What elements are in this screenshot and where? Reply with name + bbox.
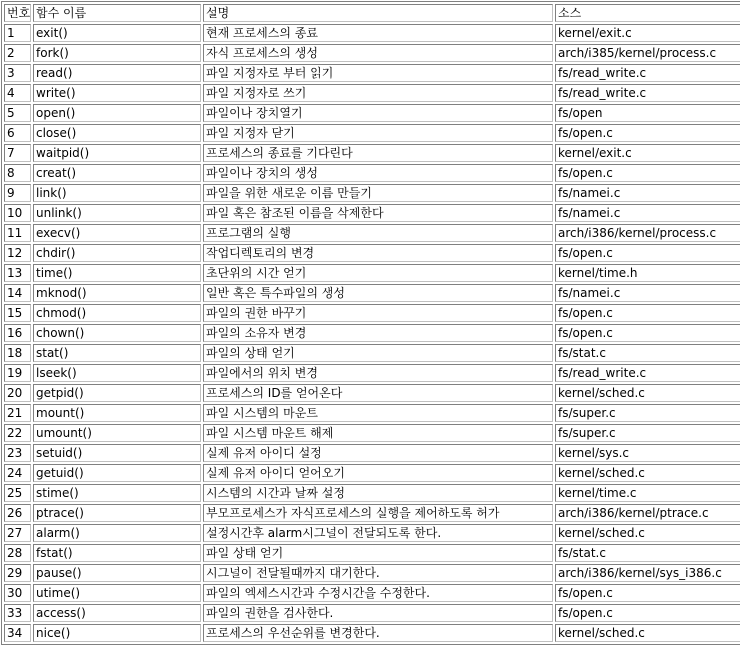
table-row — [4, 424, 740, 442]
function-name: waitpid() — [33, 144, 201, 162]
row-number: 5 — [4, 104, 31, 122]
function-name: lseek() — [33, 364, 201, 382]
function-name: chdir() — [33, 244, 201, 262]
function-name: getpid() — [33, 384, 201, 402]
table-row — [4, 504, 740, 522]
table-row — [4, 124, 740, 142]
row-number: 27 — [4, 524, 31, 542]
function-name: link() — [33, 184, 201, 202]
function-name: alarm() — [33, 524, 201, 542]
description: 파일 지정자로 부터 읽기 — [203, 64, 553, 82]
source-path: fs/open.c — [555, 164, 740, 182]
table-row — [4, 544, 740, 562]
description: 파일 지정자로 쓰기 — [203, 84, 553, 102]
header-source: 소스 — [555, 4, 740, 22]
row-number: 1 — [4, 24, 31, 42]
function-name: stime() — [33, 484, 201, 502]
description: 파일에서의 위치 변경 — [203, 364, 553, 382]
row-number: 34 — [4, 624, 31, 642]
table-row — [4, 204, 740, 222]
description: 파일 혹은 참조된 이름을 삭제한다 — [203, 204, 553, 222]
source-path: arch/i386/kernel/ptrace.c — [555, 504, 740, 522]
row-number: 26 — [4, 504, 31, 522]
row-number: 18 — [4, 344, 31, 362]
table-row — [4, 444, 740, 462]
source-path: fs/stat.c — [555, 344, 740, 362]
table-row — [4, 24, 740, 42]
function-name: getuid() — [33, 464, 201, 482]
description: 프로그램의 실행 — [203, 224, 553, 242]
function-name: ptrace() — [33, 504, 201, 522]
row-number: 28 — [4, 544, 31, 562]
function-name: setuid() — [33, 444, 201, 462]
source-path: arch/i386/kernel/sys_i386.c — [555, 564, 740, 582]
function-name: access() — [33, 604, 201, 622]
function-name: mount() — [33, 404, 201, 422]
row-number: 19 — [4, 364, 31, 382]
source-path: fs/read_write.c — [555, 364, 740, 382]
description: 자식 프로세스의 생성 — [203, 44, 553, 62]
table-row — [4, 284, 740, 302]
row-number: 12 — [4, 244, 31, 262]
description: 시스템의 시간과 날짜 설정 — [203, 484, 553, 502]
table-row — [4, 84, 740, 102]
description: 실제 유저 아이디 설정 — [203, 444, 553, 462]
description: 파일의 권한 바꾸기 — [203, 304, 553, 322]
row-number: 6 — [4, 124, 31, 142]
description: 실제 유저 아이디 얻어오기 — [203, 464, 553, 482]
row-number: 24 — [4, 464, 31, 482]
source-path: fs/open — [555, 104, 740, 122]
source-path: fs/stat.c — [555, 544, 740, 562]
function-name: stat() — [33, 344, 201, 362]
table-row — [4, 324, 740, 342]
description: 파일의 엑세스시간과 수정시간을 수정한다. — [203, 584, 553, 602]
source-path: fs/read_write.c — [555, 84, 740, 102]
table-row — [4, 464, 740, 482]
table-row — [4, 304, 740, 322]
source-path: fs/namei.c — [555, 204, 740, 222]
table-row — [4, 564, 740, 582]
description: 작업디렉토리의 변경 — [203, 244, 553, 262]
function-name: unlink() — [33, 204, 201, 222]
source-path: fs/open.c — [555, 324, 740, 342]
description: 파일의 권한을 검사한다. — [203, 604, 553, 622]
row-number: 2 — [4, 44, 31, 62]
row-number: 13 — [4, 264, 31, 282]
function-name: fork() — [33, 44, 201, 62]
source-path: kernel/sched.c — [555, 624, 740, 642]
row-number: 7 — [4, 144, 31, 162]
header-row — [4, 4, 740, 22]
table-row — [4, 484, 740, 502]
source-path: fs/open.c — [555, 244, 740, 262]
function-name: pause() — [33, 564, 201, 582]
table-row — [4, 604, 740, 622]
table-row — [4, 144, 740, 162]
function-name: chmod() — [33, 304, 201, 322]
function-name: fstat() — [33, 544, 201, 562]
header-description: 설명 — [203, 4, 553, 22]
source-path: kernel/sys.c — [555, 444, 740, 462]
row-number: 14 — [4, 284, 31, 302]
table-row — [4, 364, 740, 382]
source-path: arch/i386/kernel/process.c — [555, 224, 740, 242]
table-row — [4, 264, 740, 282]
description: 프로세스의 ID를 얻어온다 — [203, 384, 553, 402]
row-number: 15 — [4, 304, 31, 322]
description: 현재 프로세스의 종료 — [203, 24, 553, 42]
row-number: 30 — [4, 584, 31, 602]
function-name: time() — [33, 264, 201, 282]
source-path: fs/open.c — [555, 124, 740, 142]
header-function-name: 함수 이름 — [33, 4, 201, 22]
table-row — [4, 584, 740, 602]
description: 프로세스의 우선순위를 변경한다. — [203, 624, 553, 642]
source-path: kernel/time.h — [555, 264, 740, 282]
source-path: arch/i385/kernel/process.c — [555, 44, 740, 62]
source-path: fs/open.c — [555, 304, 740, 322]
source-path: kernel/exit.c — [555, 144, 740, 162]
row-number: 25 — [4, 484, 31, 502]
description: 파일 시스템의 마운트 — [203, 404, 553, 422]
description: 초단위의 시간 얻기 — [203, 264, 553, 282]
function-name: nice() — [33, 624, 201, 642]
row-number: 9 — [4, 184, 31, 202]
source-path: fs/open.c — [555, 584, 740, 602]
source-path: kernel/sched.c — [555, 464, 740, 482]
function-name: mknod() — [33, 284, 201, 302]
table-row — [4, 44, 740, 62]
function-name: umount() — [33, 424, 201, 442]
row-number: 23 — [4, 444, 31, 462]
function-name: execv() — [33, 224, 201, 242]
row-number: 10 — [4, 204, 31, 222]
table-row — [4, 104, 740, 122]
row-number: 3 — [4, 64, 31, 82]
description: 파일을 위한 새로운 이름 만들기 — [203, 184, 553, 202]
row-number: 21 — [4, 404, 31, 422]
row-number: 33 — [4, 604, 31, 622]
table-row — [4, 164, 740, 182]
source-path: fs/super.c — [555, 424, 740, 442]
description: 부모프로세스가 자식프로세스의 실행을 제어하도록 허가 — [203, 504, 553, 522]
row-number: 8 — [4, 164, 31, 182]
header-number: 번호 — [4, 4, 31, 22]
description: 일반 혹은 특수파일의 생성 — [203, 284, 553, 302]
function-name: read() — [33, 64, 201, 82]
row-number: 16 — [4, 324, 31, 342]
function-name: close() — [33, 124, 201, 142]
description: 파일 지정자 닫기 — [203, 124, 553, 142]
row-number: 29 — [4, 564, 31, 582]
row-number: 20 — [4, 384, 31, 402]
description: 시그널이 전달될때까지 대기한다. — [203, 564, 553, 582]
source-path: fs/read_write.c — [555, 64, 740, 82]
function-name: exit() — [33, 24, 201, 42]
description: 파일이나 장치열기 — [203, 104, 553, 122]
table-row — [4, 344, 740, 362]
function-name: creat() — [33, 164, 201, 182]
description: 파일의 상태 얻기 — [203, 344, 553, 362]
source-path: fs/namei.c — [555, 284, 740, 302]
syscall-table — [1, 1, 740, 645]
source-path: kernel/exit.c — [555, 24, 740, 42]
source-path: kernel/sched.c — [555, 524, 740, 542]
description: 설정시간후 alarm시그널이 전달되도록 한다. — [203, 524, 553, 542]
description: 파일의 소유자 변경 — [203, 324, 553, 342]
description: 파일 상태 얻기 — [203, 544, 553, 562]
table-row — [4, 524, 740, 542]
row-number: 4 — [4, 84, 31, 102]
function-name: write() — [33, 84, 201, 102]
table-row — [4, 184, 740, 202]
source-path: fs/namei.c — [555, 184, 740, 202]
row-number: 11 — [4, 224, 31, 242]
table-row — [4, 384, 740, 402]
function-name: chown() — [33, 324, 201, 342]
table-row — [4, 224, 740, 242]
description: 파일이나 장치의 생성 — [203, 164, 553, 182]
table-row — [4, 244, 740, 262]
source-path: fs/open.c — [555, 604, 740, 622]
table-row — [4, 404, 740, 422]
function-name: open() — [33, 104, 201, 122]
source-path: kernel/sched.c — [555, 384, 740, 402]
function-name: utime() — [33, 584, 201, 602]
source-path: fs/super.c — [555, 404, 740, 422]
description: 파일 시스템 마운트 해제 — [203, 424, 553, 442]
table-row — [4, 64, 740, 82]
row-number: 22 — [4, 424, 31, 442]
table-row — [4, 624, 740, 642]
table-body — [4, 4, 740, 642]
source-path: kernel/time.c — [555, 484, 740, 502]
description: 프로세스의 종료를 기다린다 — [203, 144, 553, 162]
